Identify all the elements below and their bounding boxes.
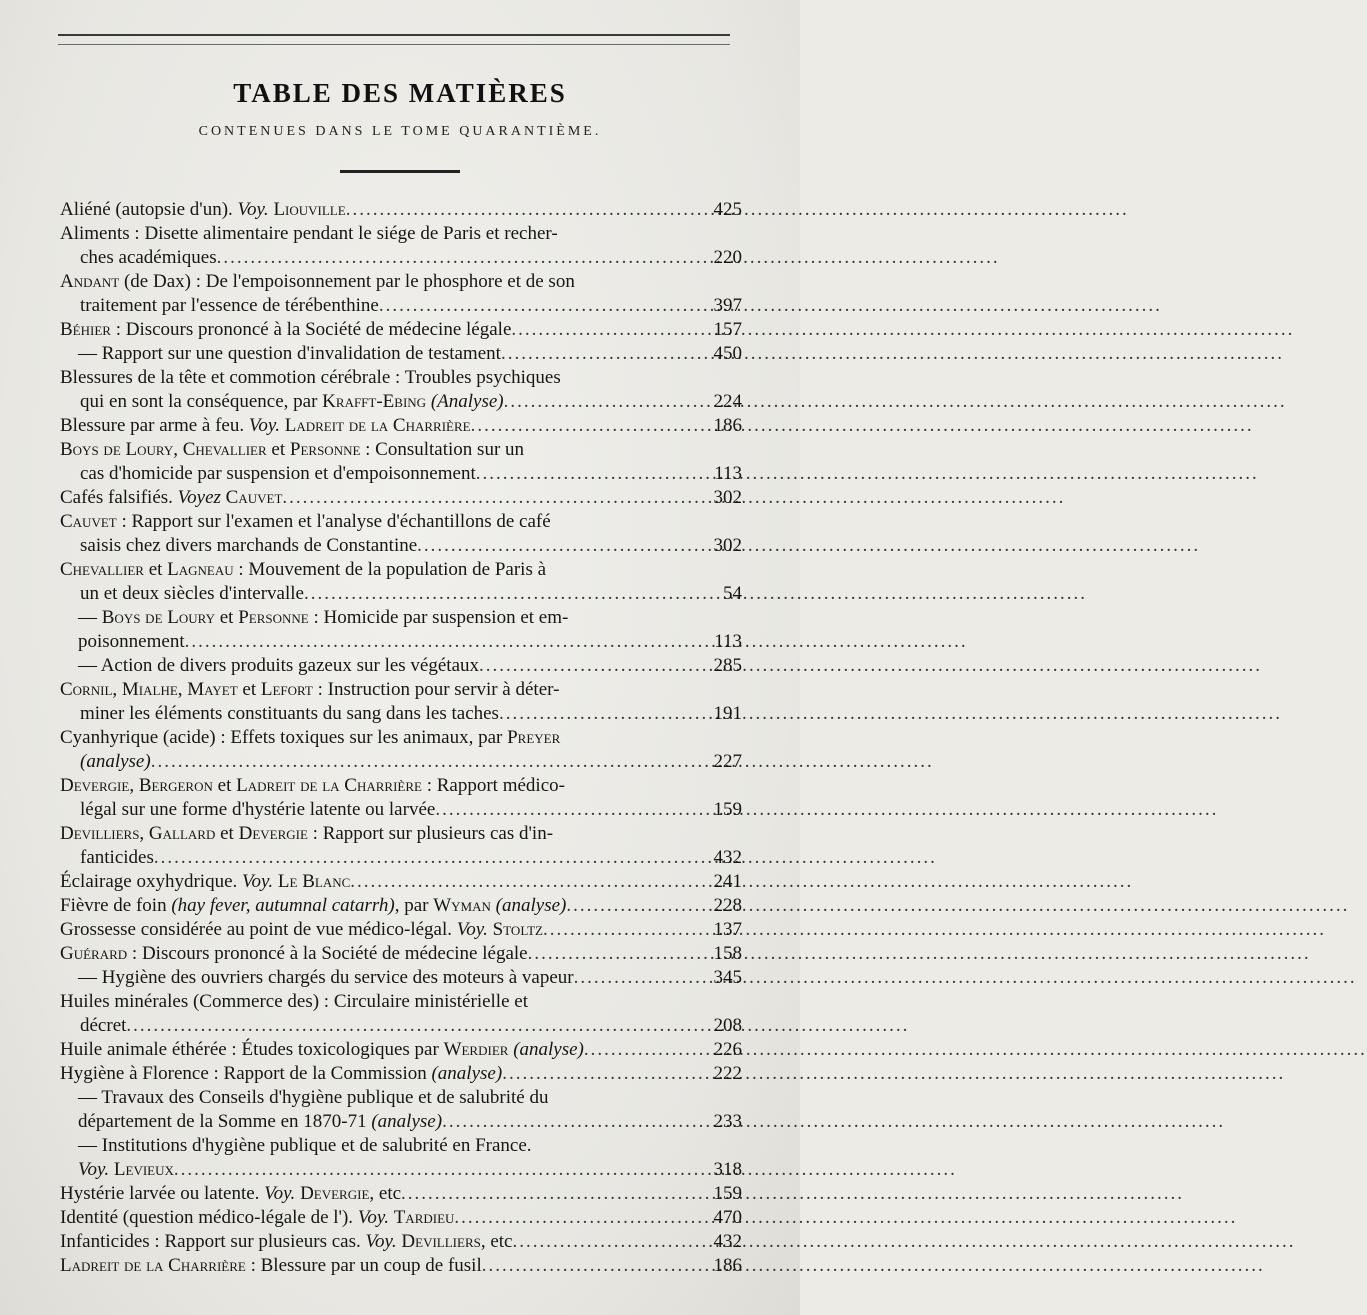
entry-author: Boys de Loury, Chevallier <box>60 439 267 460</box>
entry-text: : Rapport médico- <box>421 775 565 796</box>
leader-dots <box>379 294 710 318</box>
entry-author: Personne <box>238 607 309 628</box>
entry-author: Tardieu <box>393 1207 455 1228</box>
entry-page-number: 224 <box>713 391 742 412</box>
toc-entry <box>60 1230 742 1254</box>
entry-text: : Mouvement de la population de Paris à <box>233 559 547 580</box>
entry-page-number: 425 <box>713 199 742 220</box>
entry-text: Huiles minérales (Commerce des) : Circulaire ministérielle et <box>60 991 528 1012</box>
entry-voy: Voy. <box>264 1183 301 1204</box>
entry-text: : Blessure par un coup de fusil <box>245 1255 482 1276</box>
entry-voy: Voy. <box>78 1159 114 1180</box>
entry-author: Lefort <box>260 679 313 700</box>
entry-page-number: 318 <box>713 1159 742 1180</box>
toc-entry <box>60 822 742 870</box>
entry-note: (analyse) <box>508 1039 584 1060</box>
toc-entry <box>60 870 742 894</box>
entry-text-continued: cas d'homicide par suspension et d'empoisonnement <box>80 463 476 484</box>
page-subtitle: CONTENUES DANS LE TOME QUARANTIÈME. <box>198 124 602 139</box>
toc-entry <box>60 726 742 774</box>
entry-author: Lagneau <box>167 559 234 580</box>
entry-page-number: 302 <box>713 487 742 508</box>
entry-voy: Voy. <box>242 871 278 892</box>
toc-entry <box>60 486 742 510</box>
entry-text: Hygiène à Florence : Rapport de la Commission <box>60 1063 432 1084</box>
entry-text-continued: saisis chez divers marchands de Constantine <box>80 535 418 556</box>
leader-dots <box>435 798 709 822</box>
toc-entry <box>60 1062 742 1086</box>
entry-author: Ladreit de la Charrière <box>60 1255 246 1276</box>
entry-text: — <box>78 607 102 628</box>
toc-entry <box>60 1206 742 1230</box>
entry-text: : Discours prononcé à la Société de médecine légale <box>110 319 512 340</box>
entry-text: — Institutions d'hygiène publique et de salubrité en France. <box>78 1135 532 1156</box>
page-title: TABLE DES MATIÈRES <box>233 78 567 108</box>
toc-entry <box>60 318 742 342</box>
entry-page-number: 241 <box>713 871 742 892</box>
entry-author: Guérard <box>60 943 128 964</box>
entry-text: Huile animale éthérée : Études toxicologiques par <box>60 1039 444 1060</box>
toc-entry <box>60 438 742 486</box>
toc-entry <box>60 558 742 606</box>
leader-dots <box>504 390 710 414</box>
entry-page-number: 432 <box>713 1231 742 1252</box>
entry-note: (Analyse) <box>426 391 504 412</box>
entry-note: (hay fever, autumnal catarrh) <box>171 895 395 916</box>
entry-text: : Consultation sur un <box>360 439 525 460</box>
entry-text-continued: poisonnement <box>78 631 185 652</box>
entry-author: Cornil, Mialhe, Mayet <box>60 679 238 700</box>
toc-entry <box>60 414 742 438</box>
entry-text: Blessures de la tête et commotion cérébrale : Troubles psychiques <box>60 367 561 388</box>
top-rule-secondary <box>58 44 730 45</box>
entry-text: Hystérie larvée ou latente. <box>60 1183 265 1204</box>
entry-author: Devergie, Bergeron <box>60 775 213 796</box>
entry-author: Personne <box>289 439 361 460</box>
toc-entry <box>60 894 742 918</box>
entry-text: : Instruction pour servir à déter- <box>312 679 560 700</box>
leader-dots <box>476 462 710 486</box>
entry-author: Béhier <box>60 319 111 340</box>
entry-text: et <box>212 775 237 796</box>
entry-note: (analyse) <box>80 751 151 772</box>
leader-dots <box>346 198 710 222</box>
entry-note: (analyse) <box>371 1111 443 1132</box>
entry-text: et <box>214 607 239 628</box>
entry-author: Boys de Loury <box>101 607 215 628</box>
leader-dots <box>174 1158 710 1182</box>
toc-entry <box>60 270 742 318</box>
entry-page-number: 113 <box>714 463 742 484</box>
toc-entry <box>60 198 742 222</box>
leader-dots <box>479 654 709 678</box>
entry-page-number: 186 <box>713 415 742 436</box>
leader-dots <box>528 942 710 966</box>
entry-voy: Voy. <box>456 919 493 940</box>
leader-dots <box>401 1182 709 1206</box>
toc-entry <box>60 678 742 726</box>
entry-text-continued: décret <box>80 1015 127 1036</box>
entry-page-number: 186 <box>713 1255 742 1276</box>
entry-voy: Voyez <box>177 487 226 508</box>
entry-author: Levieux <box>113 1159 174 1180</box>
entry-page-number: 228 <box>713 895 742 916</box>
entry-text: (de Dax) : De l'empoisonnement par le phosphore et de son <box>119 271 575 292</box>
entry-voy: Voy. <box>237 199 274 220</box>
entry-text: Identité (question médico-légale de l'). <box>60 1207 358 1228</box>
toc-subentry <box>60 1134 742 1182</box>
leader-dots <box>584 1038 710 1062</box>
entry-page-number: 54 <box>723 583 742 604</box>
entry-page-number: 285 <box>713 655 742 676</box>
entry-author: Liouville <box>273 199 346 220</box>
leader-dots <box>350 870 709 894</box>
entry-text: , par <box>394 895 434 916</box>
entry-text: et <box>237 679 261 700</box>
leader-dots <box>502 1062 709 1086</box>
entry-page-number: 113 <box>714 631 742 652</box>
entry-text-continued: miner les éléments constituants du sang dans les taches <box>80 703 499 724</box>
entry-author: Stoltz <box>492 919 543 940</box>
entry-page-number: 158 <box>713 943 742 964</box>
leader-dots <box>151 750 710 774</box>
leader-dots <box>304 582 719 606</box>
toc-entry <box>60 1182 742 1206</box>
entry-page-number: 137 <box>713 919 742 940</box>
entry-text: : Homicide par suspension et em- <box>308 607 569 628</box>
entry-text-continued: département de la Somme en 1870-71 <box>78 1111 372 1132</box>
leader-dots <box>574 966 710 990</box>
entry-author: Devilliers, Gallard <box>60 823 216 844</box>
entry-text: Cafés falsifiés. <box>60 487 178 508</box>
entry-page-number: 450 <box>713 343 742 364</box>
entry-page-number: 159 <box>713 1183 742 1204</box>
table-of-contents <box>0 198 800 1278</box>
entry-author: Wyman <box>433 895 491 916</box>
entry-voy: Voy. <box>357 1207 394 1228</box>
entry-page-number: 159 <box>713 799 742 820</box>
entry-text: , etc <box>369 1183 402 1204</box>
entry-voy: Voy. <box>365 1231 402 1252</box>
entry-text: , etc <box>480 1231 513 1252</box>
leader-dots <box>282 486 709 510</box>
entry-text-continued: fanticides <box>80 847 154 868</box>
entry-text: Aliments : Disette alimentaire pendant le siége de Paris et recher- <box>60 223 558 244</box>
toc-entry <box>60 366 742 414</box>
entry-page-number: 397 <box>713 295 742 316</box>
entry-author: Devergie <box>238 823 308 844</box>
entry-page-number: 191 <box>713 703 742 724</box>
leader-dots <box>566 894 709 918</box>
toc-subentry <box>60 606 742 654</box>
toc-entry <box>60 1038 742 1062</box>
entry-text-continued: ches académiques <box>80 247 217 268</box>
leader-dots <box>482 1254 710 1278</box>
entry-page-number: 208 <box>713 1015 742 1036</box>
entry-author: Devilliers <box>401 1231 481 1252</box>
entry-text: — Hygiène des ouvriers chargés du service des moteurs à vapeur <box>78 967 574 988</box>
leader-dots <box>513 1230 710 1254</box>
entry-author: Cauvet <box>225 487 283 508</box>
entry-page-number: 222 <box>713 1063 742 1084</box>
entry-text: et <box>266 439 290 460</box>
entry-page-number: 226 <box>713 1039 742 1060</box>
entry-text: Infanticides : Rapport sur plusieurs cas. <box>60 1231 366 1252</box>
leader-dots <box>185 630 711 654</box>
entry-page-number: 233 <box>713 1111 742 1132</box>
entry-note: (analyse) <box>490 895 567 916</box>
leader-dots <box>543 918 710 942</box>
leader-dots <box>454 1206 709 1230</box>
toc-entry <box>60 918 742 942</box>
entry-page-number: 345 <box>713 967 742 988</box>
entry-text: Grossesse considérée au point de vue médico-légal. <box>60 919 457 940</box>
leader-dots <box>511 318 709 342</box>
entry-text: : Rapport sur l'examen et l'analyse d'échantillons de café <box>116 511 551 532</box>
entry-page-number: 157 <box>713 319 742 340</box>
entry-page-number: 302 <box>713 535 742 556</box>
entry-note: (analyse) <box>431 1063 503 1084</box>
entry-text: Fièvre de foin <box>60 895 172 916</box>
toc-entry <box>60 510 742 558</box>
ornament-rule <box>340 170 460 173</box>
leader-dots <box>442 1110 709 1134</box>
toc-entry <box>60 774 742 822</box>
entry-author: Preyer <box>507 727 561 748</box>
leader-dots <box>154 846 710 870</box>
entry-text: Éclairage oxyhydrique. <box>60 871 243 892</box>
entry-author: Ladreit de la Charrière <box>236 775 422 796</box>
toc-entry <box>60 222 742 270</box>
top-rule <box>58 34 730 36</box>
leader-dots <box>126 1014 709 1038</box>
entry-text-continued: qui en sont la conséquence, par <box>80 391 323 412</box>
entry-text-continued: un et deux siècles d'intervalle <box>80 583 304 604</box>
entry-author: Werdier <box>443 1039 509 1060</box>
leader-dots <box>471 414 710 438</box>
entry-text: Aliéné (autopsie d'un). <box>60 199 238 220</box>
leader-dots <box>499 702 710 726</box>
entry-author: Le Blanc <box>277 871 351 892</box>
entry-text: Cyanhyrique (acide) : Effets toxiques sur les animaux, par <box>60 727 508 748</box>
toc-subentry <box>60 1086 742 1134</box>
entry-page-number: 432 <box>713 847 742 868</box>
entry-text: Blessure par arme à feu. <box>60 415 249 436</box>
entry-author: Krafft-Ebing <box>322 391 427 412</box>
toc-entry <box>60 942 742 966</box>
entry-text: — Travaux des Conseils d'hygiène publique et de salubrité du <box>78 1087 549 1108</box>
toc-entry <box>60 1254 742 1278</box>
entry-author: Chevallier <box>60 559 144 580</box>
entry-text: : Discours prononcé à la Société de médecine légale <box>127 943 528 964</box>
entry-page-number: 220 <box>713 247 742 268</box>
entry-author: Ladreit de la Charrière <box>284 415 471 436</box>
entry-author: Devergie <box>300 1183 370 1204</box>
toc-entry <box>60 990 742 1038</box>
entry-text: : Rapport sur plusieurs cas d'in- <box>307 823 554 844</box>
entry-text: — Action de divers produits gazeux sur les végétaux <box>78 655 480 676</box>
toc-subentry <box>60 654 742 678</box>
leader-dots <box>217 246 710 270</box>
leader-dots <box>501 342 710 366</box>
entry-text: — Rapport sur une question d'invalidation de testament <box>78 343 501 364</box>
entry-page-number: 470 <box>713 1207 742 1228</box>
entry-text-continued: légal sur une forme d'hystérie latente ou larvée <box>80 799 436 820</box>
toc-subentry <box>60 966 742 990</box>
entry-text: et <box>143 559 168 580</box>
entry-page-number: 227 <box>713 751 742 772</box>
entry-author: Andant <box>60 271 120 292</box>
entry-author: Cauvet <box>60 511 117 532</box>
entry-text-continued: traitement par l'essence de térébenthine <box>80 295 379 316</box>
toc-subentry <box>60 342 742 366</box>
entry-text: et <box>215 823 239 844</box>
entry-voy: Voy. <box>248 415 285 436</box>
leader-dots <box>417 534 709 558</box>
